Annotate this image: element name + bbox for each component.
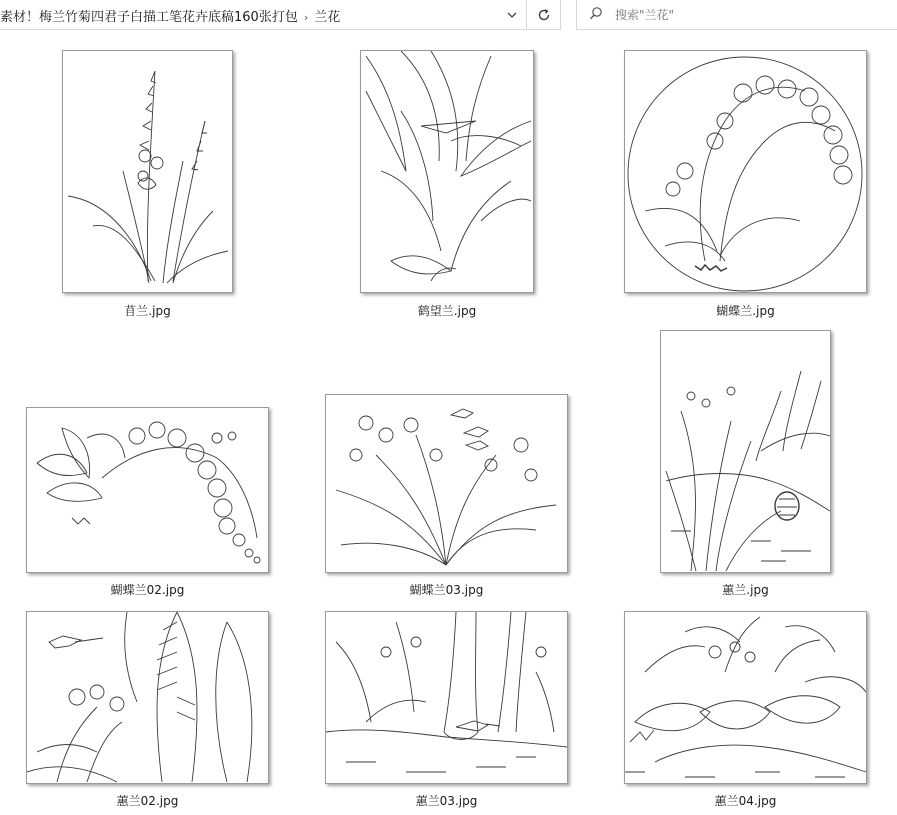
breadcrumb-folder[interactable]: 素材！梅兰竹菊四君子白描工笔花卉底稿160张打包 (0, 10, 298, 25)
breadcrumb-current[interactable]: 兰花 (314, 10, 341, 25)
breadcrumb (0, 6, 340, 25)
file-name: 蝴蝶兰02.jpg (110, 583, 185, 597)
refresh-button[interactable] (527, 0, 561, 30)
file-name: 蕙兰03.jpg (415, 794, 478, 808)
file-name: 蕙兰04.jpg (714, 794, 777, 808)
thumbnail-image (62, 50, 233, 293)
breadcrumb-separator: › (303, 11, 309, 24)
file-name: 鹤望兰.jpg (417, 304, 477, 318)
file-name: 蝴蝶兰.jpg (716, 304, 775, 318)
chevron-down-icon[interactable] (498, 0, 526, 29)
search-box[interactable] (576, 0, 897, 30)
file-name: 蕙兰.jpg (722, 583, 769, 597)
file-name: 苜兰.jpg (124, 304, 171, 318)
thumbnail-image (624, 611, 867, 784)
thumbnail-image (26, 611, 269, 784)
refresh-icon (537, 8, 551, 22)
thumbnail-image (325, 394, 568, 573)
file-name: 蕙兰02.jpg (116, 794, 179, 808)
thumbnail-image (26, 407, 269, 573)
search-icon (589, 6, 603, 20)
thumbnail-image (360, 50, 534, 293)
address-bar[interactable] (0, 0, 527, 30)
thumbnail-image (624, 50, 867, 293)
thumbnail-image (325, 611, 568, 784)
search-input[interactable] (613, 4, 887, 26)
thumbnail-image (660, 330, 831, 573)
file-name: 蝴蝶兰03.jpg (409, 583, 484, 597)
